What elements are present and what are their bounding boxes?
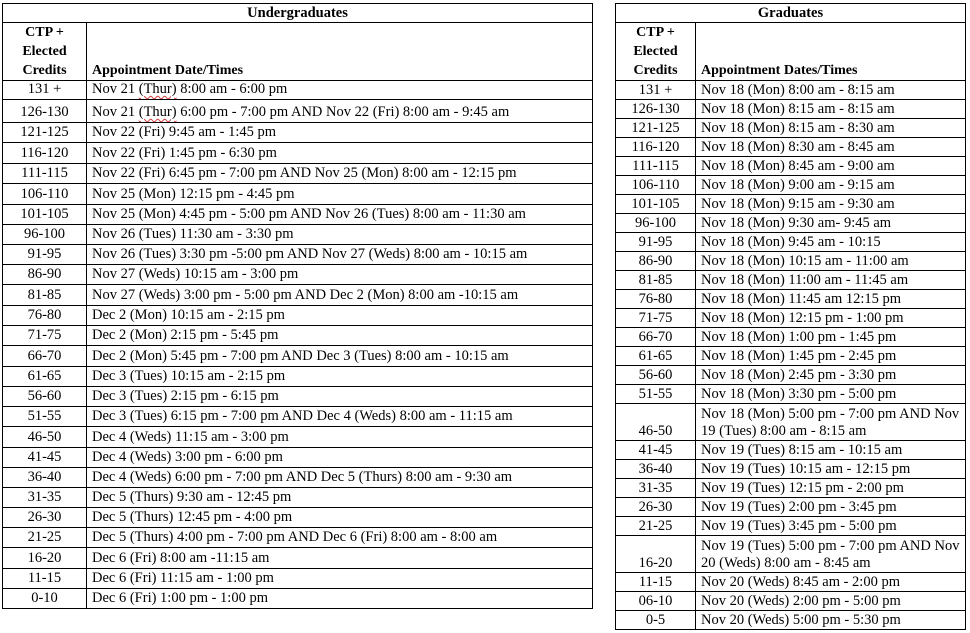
appointment-cell: Dec 2 (Mon) 2:15 pm - 5:45 pm <box>87 326 593 346</box>
table-row <box>3 245 593 265</box>
appointment-cell: Nov 20 (Weds) 5:00 pm - 5:30 pm <box>696 611 966 630</box>
appointment-cell: Dec 4 (Weds) 11:15 am - 3:00 pm <box>87 427 593 448</box>
table-row <box>616 252 966 271</box>
appointment-cell: Nov 19 (Tues) 5:00 pm - 7:00 pm AND Nov 20 (Weds) 8:00 am - 8:45 am <box>696 536 966 573</box>
credits-cell: 41-45 <box>3 448 87 468</box>
graduates-table <box>615 3 966 630</box>
appointment-cell: Nov 19 (Tues) 10:15 am - 12:15 pm <box>696 460 966 479</box>
table-row <box>3 326 593 346</box>
appointment-cell: Nov 19 (Tues) 12:15 pm - 2:00 pm <box>696 479 966 498</box>
appointment-cell: Nov 18 (Mon) 1:00 pm - 1:45 pm <box>696 328 966 347</box>
appointment-cell: Nov 19 (Tues) 2:00 pm - 3:45 pm <box>696 498 966 517</box>
credits-cell: 21-25 <box>616 517 696 536</box>
credits-cell: 91-95 <box>3 245 87 265</box>
table-row <box>3 528 593 548</box>
appointment-cell: Nov 18 (Mon) 1:45 pm - 2:45 pm <box>696 347 966 366</box>
table-row <box>3 448 593 468</box>
table-row <box>3 427 593 448</box>
credits-cell: 46-50 <box>3 427 87 448</box>
table-row <box>3 184 593 205</box>
credits-cell: 06-10 <box>616 592 696 611</box>
table-row <box>616 460 966 479</box>
table-row <box>616 592 966 611</box>
appointment-cell: Dec 3 (Tues) 6:15 pm - 7:00 pm AND Dec 4 (Weds) 8:00 am - 11:15 am <box>87 407 593 427</box>
table-row <box>616 271 966 290</box>
credits-cell: 66-70 <box>3 346 87 367</box>
credits-cell: 26-30 <box>3 508 87 528</box>
table-row <box>616 498 966 517</box>
credits-cell: 36-40 <box>3 468 87 488</box>
credits-cell: 31-35 <box>616 479 696 498</box>
appointment-cell: Dec 3 (Tues) 10:15 am - 2:15 pm <box>87 367 593 387</box>
appointment-cell: Dec 3 (Tues) 2:15 pm - 6:15 pm <box>87 387 593 407</box>
credits-cell: 61-65 <box>3 367 87 387</box>
credits-cell: 96-100 <box>3 225 87 245</box>
credits-cell: 111-115 <box>3 164 87 184</box>
credits-cell: 51-55 <box>616 385 696 404</box>
credits-cell: 116-120 <box>616 138 696 157</box>
appointment-cell: Dec 6 (Fri) 1:00 pm - 1:00 pm <box>87 589 593 609</box>
table-row <box>3 225 593 245</box>
credits-cell: 76-80 <box>3 306 87 326</box>
appointment-cell: Dec 4 (Weds) 6:00 pm - 7:00 pm AND Dec 5 (Thurs) 8:00 am - 9:30 am <box>87 468 593 488</box>
appointment-cell: Nov 18 (Mon) 8:00 am - 8:15 am <box>696 81 966 100</box>
appointment-cell: Nov 25 (Mon) 12:15 pm - 4:45 pm <box>87 184 593 205</box>
credits-cell: 86-90 <box>3 265 87 285</box>
appointment-cell: Dec 6 (Fri) 11:15 am - 1:00 pm <box>87 569 593 589</box>
credits-cell: 36-40 <box>616 460 696 479</box>
table-row <box>616 119 966 138</box>
appointment-cell: Dec 2 (Mon) 10:15 am - 2:15 pm <box>87 306 593 326</box>
appointment-cell: Nov 21 (Thur) 8:00 am - 6:00 pm <box>87 81 593 100</box>
appointment-cell: Nov 18 (Mon) 10:15 am - 11:00 am <box>696 252 966 271</box>
table-row <box>616 536 966 573</box>
credits-column-header: CTP + Elected Credits <box>616 23 696 81</box>
credits-cell: 126-130 <box>616 100 696 119</box>
table-row <box>616 309 966 328</box>
table-row <box>616 385 966 404</box>
credits-cell: 106-110 <box>616 176 696 195</box>
credits-column-header: CTP + Elected Credits <box>3 23 87 81</box>
credits-cell: 131 + <box>616 81 696 100</box>
appointment-cell: Nov 27 (Weds) 3:00 pm - 5:00 pm AND Dec 2 (Mon) 8:00 am -10:15 am <box>87 285 593 306</box>
appointment-cell: Nov 18 (Mon) 12:15 pm - 1:00 pm <box>696 309 966 328</box>
credits-cell: 56-60 <box>3 387 87 407</box>
credits-cell: 66-70 <box>616 328 696 347</box>
appointment-cell: Nov 18 (Mon) 5:00 pm - 7:00 pm AND Nov 19 (Tues) 8:00 am - 8:15 am <box>696 404 966 441</box>
table-row <box>3 548 593 569</box>
appointment-cell: Nov 22 (Fri) 6:45 pm - 7:00 pm AND Nov 25 (Mon) 8:00 am - 12:15 pm <box>87 164 593 184</box>
appointment-cell: Dec 5 (Thurs) 4:00 pm - 7:00 pm AND Dec 6 (Fri) 8:00 am - 8:00 am <box>87 528 593 548</box>
credits-cell: 11-15 <box>3 569 87 589</box>
appointment-cell: Nov 19 (Tues) 3:45 pm - 5:00 pm <box>696 517 966 536</box>
credits-cell: 81-85 <box>616 271 696 290</box>
credits-cell: 131 + <box>3 81 87 100</box>
appointment-cell: Nov 18 (Mon) 8:30 am - 8:45 am <box>696 138 966 157</box>
table-row <box>3 205 593 225</box>
appointment-cell: Dec 4 (Weds) 3:00 pm - 6:00 pm <box>87 448 593 468</box>
table-row <box>3 468 593 488</box>
table-row <box>3 367 593 387</box>
appointment-cell: Nov 18 (Mon) 2:45 pm - 3:30 pm <box>696 366 966 385</box>
table-row <box>616 100 966 119</box>
table-row <box>3 100 593 123</box>
table-row <box>3 569 593 589</box>
credits-cell: 71-75 <box>3 326 87 346</box>
table-row <box>3 488 593 508</box>
credits-cell: 121-125 <box>616 119 696 138</box>
table-row <box>3 306 593 326</box>
credits-cell: 71-75 <box>616 309 696 328</box>
credits-cell: 91-95 <box>616 233 696 252</box>
table-row <box>616 441 966 460</box>
table-row <box>616 195 966 214</box>
credits-cell: 121-125 <box>3 123 87 143</box>
table-row <box>3 285 593 306</box>
credits-cell: 111-115 <box>616 157 696 176</box>
table-row <box>3 143 593 164</box>
credits-cell: 96-100 <box>616 214 696 233</box>
appointment-cell: Nov 18 (Mon) 8:45 am - 9:00 am <box>696 157 966 176</box>
credits-cell: 81-85 <box>3 285 87 306</box>
credits-cell: 16-20 <box>3 548 87 569</box>
appointment-cell: Nov 18 (Mon) 11:45 am 12:15 pm <box>696 290 966 309</box>
table-row <box>616 404 966 441</box>
credits-cell: 86-90 <box>616 252 696 271</box>
appointment-cell: Nov 18 (Mon) 8:15 am - 8:15 am <box>696 100 966 119</box>
appointment-cell: Nov 18 (Mon) 9:15 am - 9:30 am <box>696 195 966 214</box>
appointment-cell: Nov 18 (Mon) 9:30 am- 9:45 am <box>696 214 966 233</box>
table-row <box>3 81 593 100</box>
credits-cell: 106-110 <box>3 184 87 205</box>
appointment-cell: Nov 25 (Mon) 4:45 pm - 5:00 pm AND Nov 26 (Tues) 8:00 am - 11:30 am <box>87 205 593 225</box>
table-row <box>3 508 593 528</box>
table-row <box>3 164 593 184</box>
credits-cell: 101-105 <box>616 195 696 214</box>
table-row <box>616 214 966 233</box>
table-row <box>616 138 966 157</box>
table-row <box>616 517 966 536</box>
table-row <box>616 347 966 366</box>
table-row <box>3 589 593 609</box>
appointment-cell: Nov 20 (Weds) 2:00 pm - 5:00 pm <box>696 592 966 611</box>
credits-cell: 21-25 <box>3 528 87 548</box>
appointment-cell: Nov 22 (Fri) 1:45 pm - 6:30 pm <box>87 143 593 164</box>
undergraduates-title: Undergraduates <box>3 4 593 23</box>
appointment-cell: Nov 27 (Weds) 10:15 am - 3:00 pm <box>87 265 593 285</box>
table-row <box>616 157 966 176</box>
table-row <box>616 290 966 309</box>
appointment-cell: Nov 21 (Thur) 6:00 pm - 7:00 pm AND Nov 22 (Fri) 8:00 am - 9:45 am <box>87 100 593 123</box>
undergraduates-table <box>2 3 593 609</box>
table-row <box>616 328 966 347</box>
credits-cell: 101-105 <box>3 205 87 225</box>
credits-cell: 41-45 <box>616 441 696 460</box>
appointment-cell: Nov 18 (Mon) 9:00 am - 9:15 am <box>696 176 966 195</box>
appointment-cell: Nov 22 (Fri) 9:45 am - 1:45 pm <box>87 123 593 143</box>
credits-cell: 46-50 <box>616 404 696 441</box>
credits-cell: 76-80 <box>616 290 696 309</box>
table-row <box>3 123 593 143</box>
appointment-cell: Dec 2 (Mon) 5:45 pm - 7:00 pm AND Dec 3 (Tues) 8:00 am - 10:15 am <box>87 346 593 367</box>
table-row <box>3 387 593 407</box>
table-row <box>616 366 966 385</box>
appointment-cell: Nov 18 (Mon) 9:45 am - 10:15 <box>696 233 966 252</box>
appointment-cell: Nov 26 (Tues) 3:30 pm -5:00 pm AND Nov 27 (Weds) 8:00 am - 10:15 am <box>87 245 593 265</box>
table-row <box>3 346 593 367</box>
credits-cell: 116-120 <box>3 143 87 164</box>
credits-cell: 31-35 <box>3 488 87 508</box>
appointment-cell: Dec 6 (Fri) 8:00 am -11:15 am <box>87 548 593 569</box>
table-row <box>616 611 966 630</box>
credits-cell: 0-10 <box>3 589 87 609</box>
table-row <box>3 407 593 427</box>
table-row <box>616 81 966 100</box>
appointment-cell: Dec 5 (Thurs) 12:45 pm - 4:00 pm <box>87 508 593 528</box>
appointment-cell: Nov 18 (Mon) 11:00 am - 11:45 am <box>696 271 966 290</box>
table-row <box>616 573 966 592</box>
credits-cell: 26-30 <box>616 498 696 517</box>
credits-cell: 126-130 <box>3 100 87 123</box>
table-row <box>616 479 966 498</box>
graduates-title: Graduates <box>616 4 966 23</box>
credits-cell: 16-20 <box>616 536 696 573</box>
appointment-cell: Nov 26 (Tues) 11:30 am - 3:30 pm <box>87 225 593 245</box>
appointment-cell: Dec 5 (Thurs) 9:30 am - 12:45 pm <box>87 488 593 508</box>
appointment-column-header: Appointment Date/Times <box>87 23 593 81</box>
table-row <box>3 265 593 285</box>
appointment-cell: Nov 18 (Mon) 8:15 am - 8:30 am <box>696 119 966 138</box>
credits-cell: 0-5 <box>616 611 696 630</box>
appointment-cell: Nov 19 (Tues) 8:15 am - 10:15 am <box>696 441 966 460</box>
table-row <box>616 176 966 195</box>
credits-cell: 56-60 <box>616 366 696 385</box>
table-row <box>616 233 966 252</box>
credits-cell: 51-55 <box>3 407 87 427</box>
credits-cell: 61-65 <box>616 347 696 366</box>
credits-cell: 11-15 <box>616 573 696 592</box>
appointment-cell: Nov 18 (Mon) 3:30 pm - 5:00 pm <box>696 385 966 404</box>
appointment-cell: Nov 20 (Weds) 8:45 am - 2:00 pm <box>696 573 966 592</box>
appointment-column-header: Appointment Dates/Times <box>696 23 966 81</box>
